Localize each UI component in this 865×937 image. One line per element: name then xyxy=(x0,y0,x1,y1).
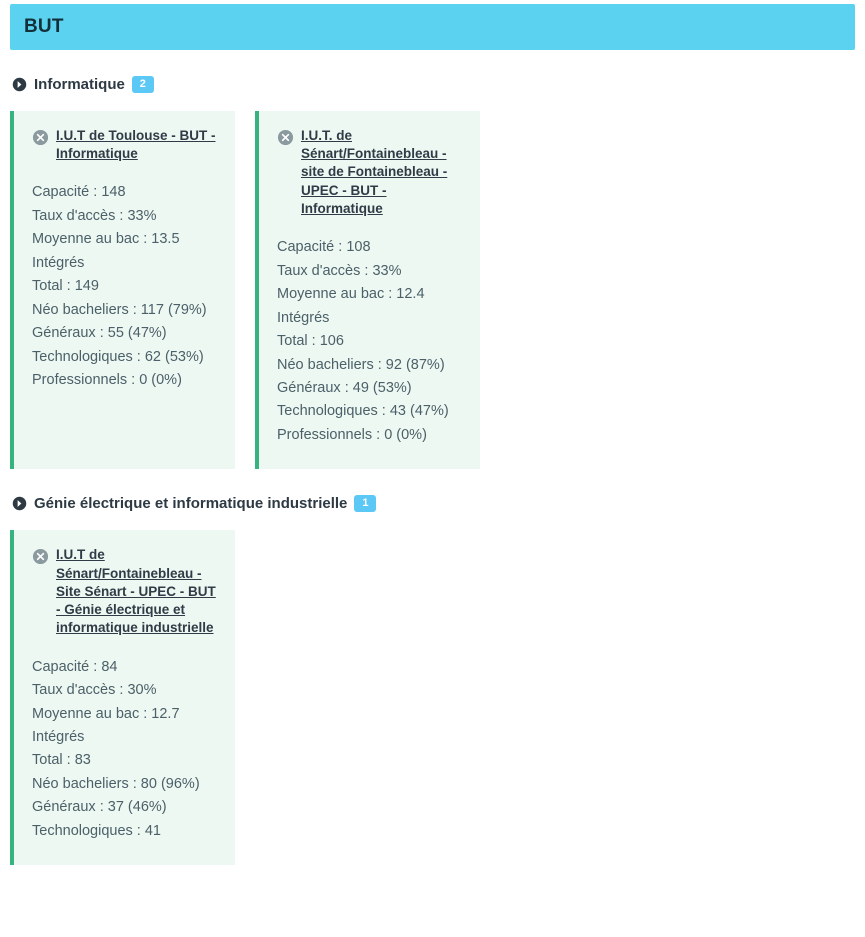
stat-line: Total : 83 xyxy=(32,752,91,769)
stat-line: Total : 106 xyxy=(277,333,344,350)
card-title-link[interactable]: I.U.T de Toulouse - BUT - Informatique xyxy=(56,128,216,162)
card-title-link[interactable]: I.U.T de Sénart/Fontainebleau - Site Sénart - UPEC - BUT - Génie électrique et informatique industrielle xyxy=(56,547,216,636)
stat-line: Généraux : 55 (47%) xyxy=(32,325,167,342)
stat-line: Moyenne au bac : 12.7 xyxy=(32,705,180,722)
card-title-link[interactable]: I.U.T. de Sénart/Fontainebleau - site de Fontainebleau - UPEC - BUT - Informatique xyxy=(301,128,448,216)
stat-line: Moyenne au bac : 13.5 xyxy=(32,231,180,248)
section-count-badge: 1 xyxy=(354,495,376,512)
card-stats xyxy=(277,236,466,447)
stat-line: Moyenne au bac : 12.4 xyxy=(277,286,425,303)
formation-card[interactable] xyxy=(255,111,480,469)
stat-line: Intégrés xyxy=(32,254,85,271)
close-circle-icon[interactable] xyxy=(32,548,49,565)
formation-card[interactable] xyxy=(10,530,235,865)
section-header xyxy=(10,76,855,93)
section-title: Informatique xyxy=(34,76,125,93)
stat-line: Total : 149 xyxy=(32,278,99,295)
stat-line: Capacité : 84 xyxy=(32,658,118,675)
formation-card[interactable] xyxy=(10,111,235,469)
close-circle-icon[interactable] xyxy=(277,129,294,146)
close-circle-icon[interactable] xyxy=(32,129,49,146)
card-stats xyxy=(32,181,221,392)
stat-line: Taux d'accès : 33% xyxy=(32,207,157,224)
section-1 xyxy=(10,495,855,865)
stat-line: Capacité : 108 xyxy=(277,239,371,256)
section-title: Génie électrique et informatique industrielle xyxy=(34,495,348,513)
page-title: BUT xyxy=(10,4,855,50)
section-header xyxy=(10,495,855,512)
stat-line: Taux d'accès : 33% xyxy=(277,262,402,279)
stat-line: Intégrés xyxy=(32,729,85,745)
arrow-circle-right-icon xyxy=(12,496,27,511)
stat-line: Technologiques : 43 (47%) xyxy=(277,403,449,420)
card-stats xyxy=(32,656,221,844)
stat-line: Néo bacheliers : 80 (96%) xyxy=(32,775,200,792)
stat-line: Généraux : 49 (53%) xyxy=(277,380,412,396)
stat-line: Professionnels : 0 (0%) xyxy=(277,426,427,443)
card-title-row xyxy=(32,127,221,163)
stat-line: Technologiques : 41 xyxy=(32,822,161,839)
card-title-row xyxy=(32,546,221,637)
section-count-badge: 2 xyxy=(132,76,154,93)
stat-line: Capacité : 148 xyxy=(32,184,126,201)
card-list xyxy=(10,530,855,865)
card-title-row xyxy=(277,127,466,218)
stat-line: Technologiques : 62 (53%) xyxy=(32,348,204,365)
page-root xyxy=(0,4,865,865)
stat-line: Intégrés xyxy=(277,309,330,326)
stat-line: Néo bacheliers : 92 (87%) xyxy=(277,356,445,373)
section-0 xyxy=(10,76,855,469)
stat-line: Taux d'accès : 30% xyxy=(32,682,157,699)
stat-line: Généraux : 37 (46%) xyxy=(32,799,167,816)
arrow-circle-right-icon xyxy=(12,77,27,92)
stat-line: Professionnels : 0 (0%) xyxy=(32,372,182,389)
card-list xyxy=(10,111,855,469)
stat-line: Néo bacheliers : 117 (79%) xyxy=(32,301,207,318)
sections-container xyxy=(10,76,855,865)
